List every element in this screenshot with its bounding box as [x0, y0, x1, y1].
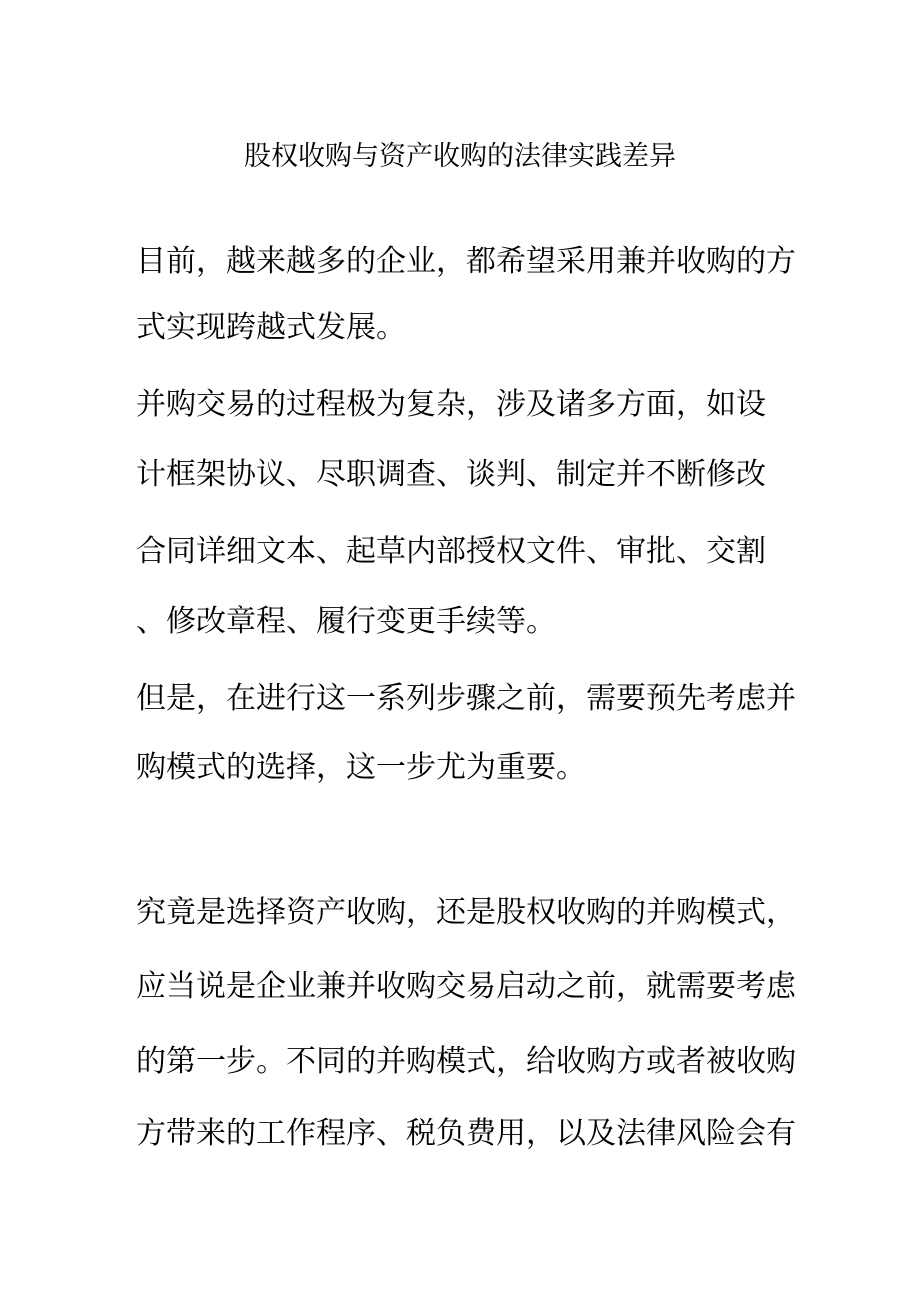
text-line: 目前，越来越多的企业，都希望采用兼并收购的方 [136, 244, 796, 279]
text-line: 并购交易的过程极为复杂，涉及诸多方面，如设 [136, 387, 766, 422]
text-line: 的第一步。不同的并购模式，给收购方或者被收购 [136, 1044, 796, 1079]
text-line: 究竟是选择资产收购，还是股权收购的并购模式， [136, 895, 796, 930]
text-line: 式实现跨越式发展。 [136, 310, 406, 345]
text-line: 方带来的工作程序、税负费用，以及法律风险会有 [136, 1116, 796, 1151]
text-line: 应当说是企业兼并收购交易启动之前，就需要考虑 [136, 969, 796, 1004]
text-line: 购模式的选择，这一步尤为重要。 [136, 750, 586, 785]
text-line: 但是，在进行这一系列步骤之前，需要预先考虑并 [136, 681, 796, 716]
document-title: 股权收购与资产收购的法律实践差异 [244, 141, 676, 172]
text-line: 合同详细文本、起草内部授权文件、审批、交割 [136, 534, 766, 569]
text-line: 计框架协议、尽职调查、谈判、制定并不断修改 [136, 457, 766, 492]
text-line: 、修改章程、履行变更手续等。 [136, 604, 556, 639]
